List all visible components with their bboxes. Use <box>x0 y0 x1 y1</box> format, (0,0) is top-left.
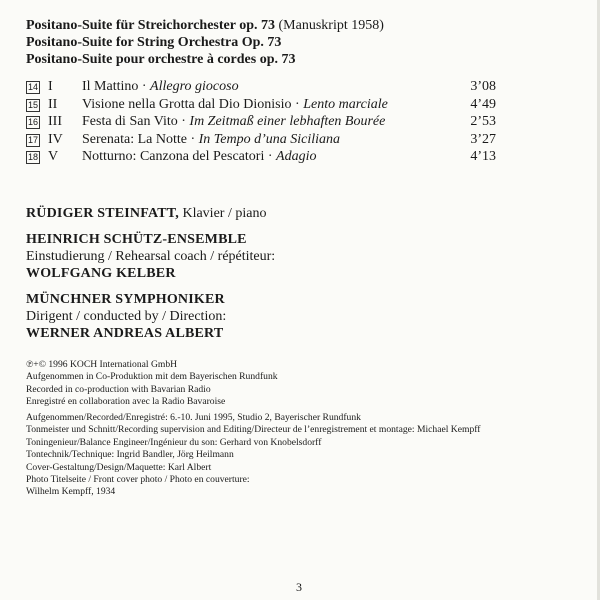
track-row <box>26 113 496 131</box>
copyright-line: Recorded in co-production with Bavarian Radio <box>26 383 211 395</box>
copyright-line: Enregistré en collaboration avec la Radio Bavaroise <box>26 396 226 408</box>
track-duration: 2’53 <box>470 114 496 129</box>
copyright-line: ℗+© 1996 KOCH International GmbH <box>26 359 178 370</box>
pianist-name: RÜDIGER STEINFATT, <box>26 206 179 221</box>
copyright-block <box>26 359 580 409</box>
movement-tempo: In Tempo d’una Siciliana <box>198 131 341 147</box>
credit-line: Cover-Gestaltung/Design/Maquette: Karl Albert <box>26 461 212 473</box>
ensemble-name: HEINRICH SCHÜTZ-ENSEMBLE <box>26 232 247 247</box>
movement-tempo: Lento marciale <box>303 96 388 112</box>
work-title-en: Positano-Suite for String Orchestra Op. 73 <box>26 35 282 50</box>
orchestra-name: MÜNCHNER SYMPHONIKER <box>26 292 225 307</box>
track-list <box>26 78 496 166</box>
track-row <box>26 148 496 166</box>
movement-numeral: IV <box>48 131 63 147</box>
movement-title: Notturno: Canzona del Pescatori · Adagio <box>82 149 317 164</box>
movement-title: Serenata: La Notte · In Tempo d’una Siciliana <box>82 131 341 147</box>
credit-line: Toningenieur/Balance Engineer/Ingénieur du son: Gerhard von Knobelsdorff <box>26 436 322 448</box>
work-title-block <box>26 17 580 68</box>
credit-line: Tonmeister und Schnitt/Recording supervision and Editing/Directeur de l’enregistrement et montage: Michael Kempff <box>26 424 481 436</box>
movement-title: Visione nella Grotta dal Dio Dionisio · Lento marciale <box>82 96 388 112</box>
track-number-box: 17 <box>27 134 38 145</box>
manuscript-note: (Manuskript 1958) <box>278 18 384 33</box>
coach-name: WOLFGANG KELBER <box>26 266 176 281</box>
track-duration: 3’08 <box>470 79 496 94</box>
track-row <box>26 131 496 149</box>
track-duration: 4’49 <box>470 96 496 112</box>
credit-line: Tontechnik/Technique: Ingrid Bandler, Jörg Heilmann <box>26 449 234 461</box>
movement-tempo: Adagio <box>276 149 317 164</box>
track-row <box>26 96 496 114</box>
credit-line: Aufgenommen/Recorded/Enregistré: 6.-10. Juni 1995, Studio 2, Bayerischer Rundfunk <box>26 412 361 423</box>
track-number-box: 14 <box>27 82 38 92</box>
work-title-fr: Positano-Suite pour orchestre à cordes op. 73 <box>26 52 296 67</box>
copyright-line: Aufgenommen in Co-Produktion mit dem Bayerischen Rundfunk <box>26 371 278 383</box>
pianist-line <box>26 205 580 222</box>
pianist-role: Klavier / piano <box>178 206 267 221</box>
work-title-de: Positano-Suite für Streichorchester op. 73 (Manuskript 1958) <box>26 18 384 33</box>
page-number: 3 <box>296 580 302 594</box>
movement-tempo: Allegro giocoso <box>150 79 239 94</box>
track-number-box: 15 <box>27 99 38 110</box>
conductor-role: Dirigent / conducted by / Direction: <box>26 309 227 324</box>
movement-title: Festa di San Vito · Im Zeitmaß einer lebhaften Bourée <box>82 114 386 129</box>
credits-block <box>26 412 580 499</box>
track-row <box>26 78 496 96</box>
track-duration: 3’27 <box>470 131 496 147</box>
movement-tempo: Im Zeitmaß einer lebhaften Bourée <box>189 114 386 129</box>
credit-line: Photo Titelseite / Front cover photo / Photo en couverture: <box>26 474 250 486</box>
credit-line: Wilhelm Kempff, 1934 <box>26 486 116 498</box>
movement-numeral: II <box>48 96 58 112</box>
track-duration: 4’13 <box>470 149 496 164</box>
movement-numeral: III <box>48 114 62 129</box>
track-number-box: 16 <box>27 117 38 127</box>
movement-numeral: I <box>48 79 53 94</box>
performers-block <box>26 205 580 342</box>
coach-role: Einstudierung / Rehearsal coach / répétiteur: <box>26 249 276 264</box>
track-number-box: 18 <box>27 152 38 162</box>
conductor-name: WERNER ANDREAS ALBERT <box>26 326 224 341</box>
movement-title: Il Mattino · Allegro giocoso <box>82 79 239 94</box>
movement-numeral: V <box>48 149 59 164</box>
